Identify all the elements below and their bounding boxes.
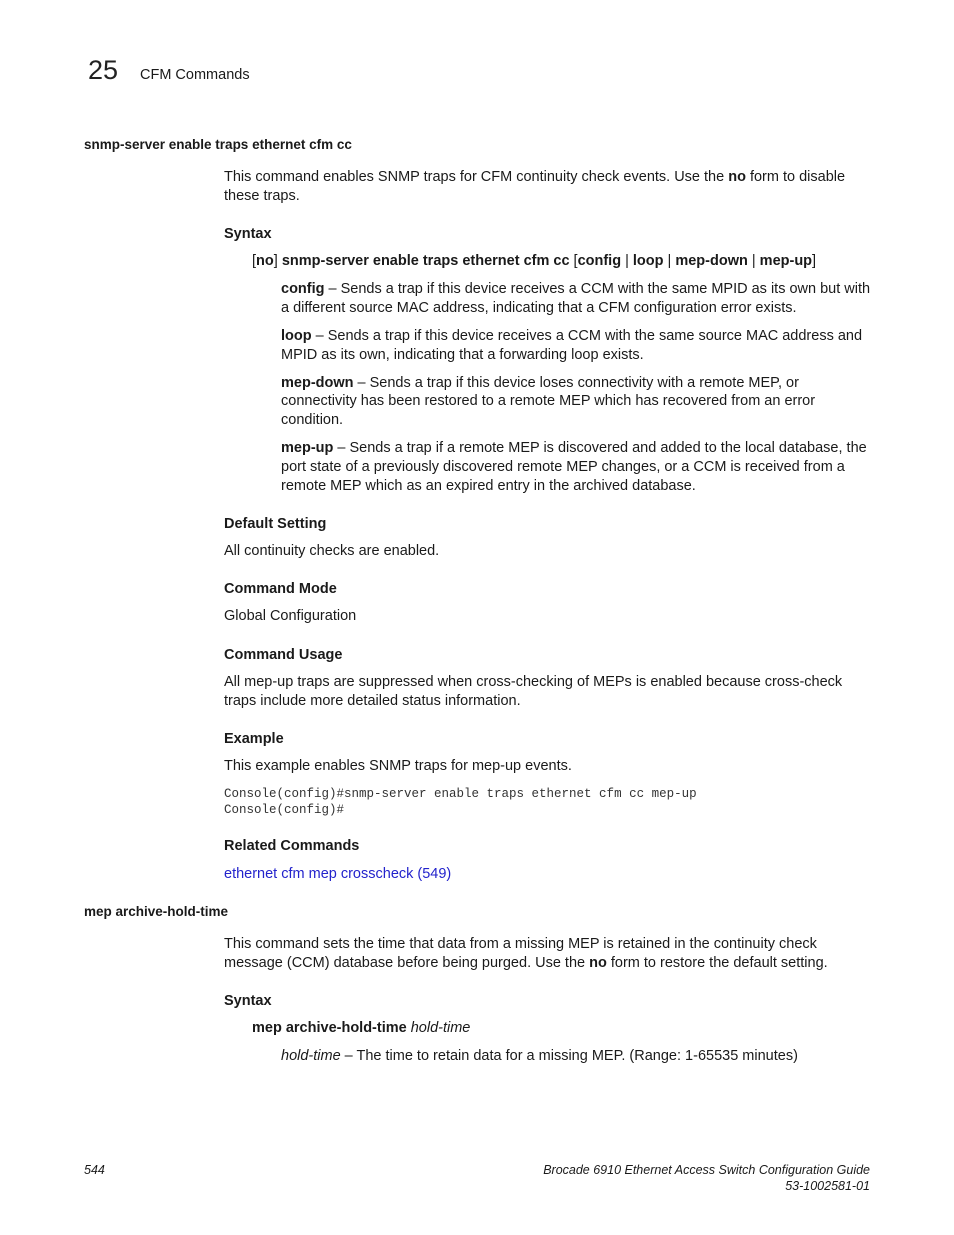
page-number: 544 [84, 1163, 105, 1177]
example-text: This example enables SNMP traps for mep-up events. [224, 758, 572, 774]
default-setting-heading: Default Setting [224, 516, 327, 532]
param-mep-down-cont2: condition. [281, 412, 344, 428]
chapter-number: 25 [88, 55, 119, 85]
guide-title: Brocade 6910 Ethernet Access Switch Configuration Guide [543, 1163, 870, 1177]
syntax-heading: Syntax [224, 993, 272, 1009]
param-mep-up-cont: port state of a previously discovered remote MEP changes, or a CCM is received from a [281, 459, 845, 475]
example-code-line: Console(config)# [224, 803, 345, 817]
example-code-line: Console(config)#snmp-server enable traps ethernet cfm cc mep-up [224, 787, 697, 801]
command-description-cont: these traps. [224, 188, 300, 204]
param-mep-up: mep-up – Sends a trap if a remote MEP is discovered and added to the local database, the [281, 440, 867, 456]
param-mep-down-cont: connectivity has been restored to a remote MEP which has recovered from an error [281, 393, 816, 409]
command-description: This command enables SNMP traps for CFM continuity check events. Use the no form to disable [224, 169, 846, 185]
doc-number: 53-1002581-01 [785, 1179, 870, 1193]
command-mode-text: Global Configuration [224, 608, 357, 624]
related-commands-heading: Related Commands [224, 838, 360, 854]
param-mep-down: mep-down – Sends a trap if this device loses connectivity with a remote MEP, or [281, 375, 799, 391]
command-usage-text: All mep-up traps are suppressed when cross-checking of MEPs is enabled because cross-check [224, 674, 843, 690]
command-usage-heading: Command Usage [224, 647, 343, 663]
command-heading-mep-archive: mep archive-hold-time [84, 904, 229, 919]
command-mode-heading: Command Mode [224, 581, 337, 597]
syntax-heading: Syntax [224, 226, 272, 242]
param-loop: loop – Sends a trap if this device receives a CCM with the same source MAC address and [281, 328, 863, 344]
default-setting-text: All continuity checks are enabled. [224, 543, 440, 559]
param-mep-up-cont2: remote MEP which as an expired entry in the archived database. [281, 478, 696, 494]
syntax-line: mep archive-hold-time hold-time [252, 1020, 471, 1036]
related-command-link[interactable]: ethernet cfm mep crosscheck (549) [224, 866, 452, 882]
param-config-cont: a different source MAC address, indicating that a CFM configuration error exists. [281, 300, 797, 316]
chapter-title: CFM Commands [140, 67, 250, 83]
command-usage-text-cont: traps include more detailed status information. [224, 693, 521, 709]
command-description: This command sets the time that data from a missing MEP is retained in the continuity check [224, 936, 817, 952]
example-heading: Example [224, 731, 284, 747]
param-hold-time: hold-time – The time to retain data for a missing MEP. (Range: 1-65535 minutes) [281, 1048, 798, 1064]
command-heading-snmp-traps: snmp-server enable traps ethernet cfm cc [84, 137, 352, 152]
param-config: config – Sends a trap if this device receives a CCM with the same MPID as its own but with [281, 281, 871, 297]
command-description-cont: message (CCM) database before being purged. Use the no form to restore the default setting. [224, 955, 828, 971]
param-loop-cont: MPID as its own, indicating that a forwarding loop exists. [281, 347, 644, 363]
syntax-line: [no] snmp-server enable traps ethernet cfm cc [config | loop | mep-down | mep-up] [252, 253, 817, 269]
